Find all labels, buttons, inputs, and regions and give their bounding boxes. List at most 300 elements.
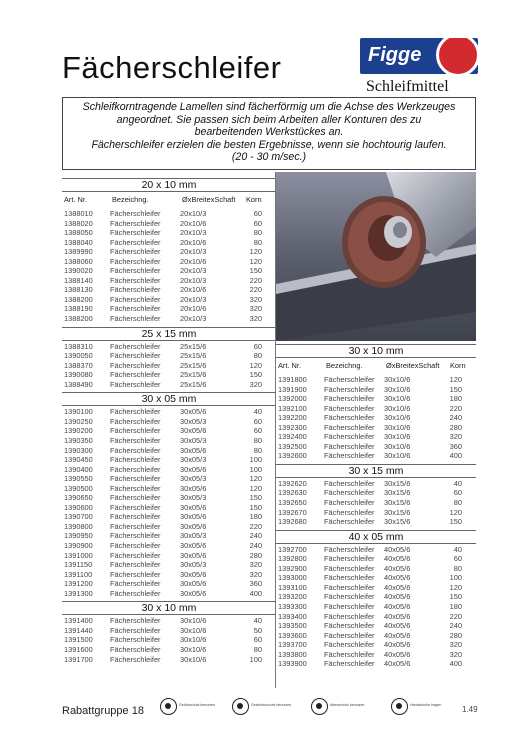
product-name: Fächerschleifer: [324, 498, 375, 508]
article-number: 1391700: [64, 654, 93, 664]
product-name: Fächerschleifer: [110, 294, 161, 304]
article-number: 1388200: [64, 294, 93, 304]
table-row: [62, 512, 276, 522]
grit: 220: [449, 403, 462, 413]
table-row: [276, 498, 476, 508]
article-number: 1388020: [64, 218, 93, 228]
grit: 280: [249, 550, 262, 560]
table-row: [62, 474, 276, 484]
product-name: Fächerschleifer: [110, 341, 161, 351]
article-number: 1391440: [64, 625, 93, 635]
dimensions: 30x05/6: [180, 541, 207, 550]
grit: 320: [249, 304, 262, 314]
article-number: 1388010: [64, 209, 93, 218]
product-name: Fächerschleifer: [324, 403, 375, 413]
product-name: Fächerschleifer: [110, 304, 161, 314]
article-number: 1391000: [64, 550, 93, 560]
product-name: Fächerschleifer: [324, 478, 375, 488]
table-row: [62, 551, 276, 561]
product-name: Fächerschleifer: [110, 625, 161, 635]
dimensions: 20x10/3: [180, 209, 207, 218]
footer-icon-label: Gesichtsschutz benutzen: [251, 703, 292, 707]
product-name: Fächerschleifer: [324, 384, 375, 394]
product-name: Fächerschleifer: [110, 644, 161, 654]
product-name: Fächerschleifer: [324, 621, 375, 631]
dimensions: 30x05/6: [180, 464, 207, 474]
dimensions: 30x10/6: [384, 422, 411, 432]
article-number: 1393800: [278, 649, 307, 659]
table-row: [62, 219, 276, 229]
article-number: 1391900: [278, 384, 307, 394]
table-row: [276, 545, 476, 555]
product-name: Fächerschleifer: [324, 517, 375, 527]
dimensions: 20x10/6: [180, 237, 207, 247]
grit: 400: [449, 451, 462, 461]
table-row: [62, 276, 276, 286]
face-shield-icon: [232, 698, 249, 715]
dimensions: 30x05/6: [180, 445, 207, 455]
dimensions: 40x05/6: [384, 582, 411, 592]
grit: 40: [453, 544, 462, 554]
intro-line: bearbeitenden Werkstückes an.: [194, 126, 344, 139]
article-number: 1393600: [278, 630, 307, 640]
article-number: 1390020: [64, 266, 93, 276]
page-number: 1.49: [462, 705, 478, 714]
product-name: Fächerschleifer: [324, 611, 375, 621]
article-number: 1391300: [64, 588, 93, 598]
product-name: Fächerschleifer: [110, 247, 161, 257]
grit: 320: [249, 379, 262, 389]
grit: 60: [253, 416, 262, 426]
article-number: 1388310: [64, 341, 93, 351]
table-row: [276, 602, 476, 612]
table-row: [276, 385, 476, 395]
article-number: 1388050: [64, 228, 93, 238]
table-row: [62, 484, 276, 494]
grit: 80: [253, 228, 262, 238]
dimensions: 30x05/6: [180, 588, 207, 598]
article-number: 1393300: [278, 601, 307, 611]
dimensions: 30x15/6: [384, 507, 411, 517]
grit: 320: [449, 649, 462, 659]
table-row: [62, 228, 276, 238]
grit: 150: [249, 370, 262, 380]
product-photo: [276, 172, 476, 341]
intro-box: [62, 97, 476, 170]
dimensions: 30x05/6: [180, 483, 207, 493]
product-name: Fächerschleifer: [110, 550, 161, 560]
table-row: [62, 503, 276, 513]
product-name: Fächerschleifer: [110, 541, 161, 550]
grit: 60: [253, 426, 262, 436]
table-row: [276, 517, 476, 527]
grit: 80: [453, 563, 462, 573]
grit: 80: [253, 435, 262, 445]
table-row: [276, 650, 476, 660]
dimensions: 20x10/3: [180, 228, 207, 238]
grit: 120: [249, 474, 262, 484]
dimensions: 30x05/3: [180, 493, 207, 503]
grit: 100: [249, 654, 262, 664]
table-row: [62, 531, 276, 541]
table-row: [276, 442, 476, 452]
grit: 400: [449, 659, 462, 669]
dimensions: 40x05/6: [384, 563, 411, 573]
grit: 120: [249, 256, 262, 266]
product-name: Fächerschleifer: [324, 573, 375, 583]
article-number: 1388190: [64, 304, 93, 314]
grit: 80: [253, 351, 262, 361]
intro-line: (20 - 30 m/sec.): [231, 151, 307, 164]
product-name: Fächerschleifer: [110, 635, 161, 645]
grit: 80: [253, 644, 262, 654]
article-number: 1389990: [64, 247, 93, 257]
column-divider: [275, 172, 276, 688]
product-name: Fächerschleifer: [110, 275, 161, 285]
footer-icon-label: Handschuhe tragen: [410, 703, 442, 707]
article-number: 1390200: [64, 426, 93, 436]
dimensions: 25x15/6: [180, 379, 207, 389]
dimensions: 40x05/6: [384, 611, 411, 621]
dimensions: 30x10/6: [384, 394, 411, 404]
table-row: [276, 659, 476, 669]
dimensions: 30x10/6: [180, 644, 207, 654]
dimensions: 40x05/6: [384, 621, 411, 631]
product-name: Fächerschleifer: [110, 464, 161, 474]
product-name: Fächerschleifer: [110, 426, 161, 436]
product-name: Fächerschleifer: [110, 407, 161, 417]
dimensions: 30x10/6: [180, 654, 207, 664]
grit: 40: [253, 616, 262, 626]
article-number: 1390100: [64, 407, 93, 417]
table-row: [276, 432, 476, 442]
product-name: Fächerschleifer: [110, 493, 161, 503]
dimensions: 25x15/6: [180, 351, 207, 361]
table-row: [62, 285, 276, 295]
article-number: 1392620: [278, 478, 307, 488]
dimensions: 30x10/6: [384, 441, 411, 451]
article-number: 1392630: [278, 488, 307, 498]
grit: 220: [249, 285, 262, 295]
article-number: 1388040: [64, 237, 93, 247]
article-number: 1388200: [64, 314, 93, 324]
article-number: 1392650: [278, 498, 307, 508]
table-row: [62, 407, 276, 417]
dimensions: 30x05/6: [180, 550, 207, 560]
table-row: [62, 655, 276, 665]
article-number: 1390080: [64, 370, 93, 380]
dimensions: 30x05/3: [180, 435, 207, 445]
product-table: [276, 479, 476, 527]
product-name: Fächerschleifer: [110, 579, 161, 589]
section-title: 20 x 10 mm: [62, 178, 276, 192]
dimensions: 30x10/6: [180, 625, 207, 635]
table-row: [62, 266, 276, 276]
dimensions: 30x10/6: [384, 403, 411, 413]
table-row: [62, 570, 276, 580]
table-row: [62, 579, 276, 589]
article-number: 1390350: [64, 435, 93, 445]
article-number: 1390300: [64, 445, 93, 455]
product-name: Fächerschleifer: [324, 394, 375, 404]
product-name: Fächerschleifer: [110, 379, 161, 389]
grit: 100: [449, 573, 462, 583]
article-number: 1392800: [278, 554, 307, 564]
product-name: Fächerschleifer: [110, 474, 161, 484]
article-number: 1392680: [278, 517, 307, 527]
article-number: 1390900: [64, 541, 93, 550]
product-name: Fächerschleifer: [324, 554, 375, 564]
figge-logo: [360, 38, 478, 74]
column-header: Korn: [246, 195, 262, 204]
product-name: Fächerschleifer: [324, 601, 375, 611]
article-number: 1390600: [64, 502, 93, 512]
article-number: 1391400: [64, 616, 93, 626]
product-name: Fächerschleifer: [324, 544, 375, 554]
table-row: [276, 413, 476, 423]
grit: 60: [253, 635, 262, 645]
table-row: [62, 560, 276, 570]
product-name: Fächerschleifer: [110, 531, 161, 541]
dimensions: 20x10/6: [180, 304, 207, 314]
grit: 320: [249, 569, 262, 579]
grit: 320: [249, 314, 262, 324]
dimensions: 20x10/6: [180, 256, 207, 266]
dimensions: 30x05/3: [180, 474, 207, 484]
table-row: [62, 446, 276, 456]
dimensions: 30x05/3: [180, 531, 207, 541]
intro-line: Fächerschleifer erzielen die besten Ergebnisse, wenn sie hochtourig laufen.: [91, 138, 447, 151]
product-name: Fächerschleifer: [110, 370, 161, 380]
dimensions: 20x10/3: [180, 314, 207, 324]
table-row: [62, 380, 276, 390]
product-name: Fächerschleifer: [324, 488, 375, 498]
article-number: 1393100: [278, 582, 307, 592]
product-name: Fächerschleifer: [324, 649, 375, 659]
product-name: Fächerschleifer: [324, 451, 375, 461]
table-row: [62, 351, 276, 361]
article-number: 1388370: [64, 360, 93, 370]
product-name: Fächerschleifer: [110, 455, 161, 465]
product-name: Fächerschleifer: [110, 502, 161, 512]
table-row: [62, 493, 276, 503]
grit: 40: [253, 407, 262, 417]
table-row: [62, 417, 276, 427]
dimensions: 20x10/3: [180, 266, 207, 276]
dimensions: 20x10/3: [180, 275, 207, 285]
grit: 180: [249, 512, 262, 522]
table-row: [62, 247, 276, 257]
grit: 60: [253, 341, 262, 351]
product-table: [62, 342, 276, 390]
table-row: [276, 640, 476, 650]
article-number: 1390550: [64, 474, 93, 484]
product-name: Fächerschleifer: [324, 413, 375, 423]
product-name: Fächerschleifer: [110, 237, 161, 247]
article-number: 1391800: [278, 375, 307, 384]
dimensions: 25x15/6: [180, 370, 207, 380]
dimensions: 30x15/6: [384, 488, 411, 498]
grit: 60: [453, 554, 462, 564]
footer-icon-label: Atemschutz benutzen: [330, 703, 365, 707]
grit: 180: [449, 394, 462, 404]
table-row: [276, 488, 476, 498]
article-number: 1393400: [278, 611, 307, 621]
dimensions: 30x05/6: [180, 569, 207, 579]
table-row: [62, 589, 276, 599]
article-number: 1391500: [64, 635, 93, 645]
product-name: Fächerschleifer: [324, 507, 375, 517]
article-number: 1392400: [278, 432, 307, 442]
table-row: [62, 314, 276, 324]
article-number: 1392700: [278, 544, 307, 554]
table-row: [62, 635, 276, 645]
table-row: [62, 257, 276, 267]
article-number: 1392100: [278, 403, 307, 413]
table-row: [276, 423, 476, 433]
grit: 320: [449, 432, 462, 442]
article-number: 1392300: [278, 422, 307, 432]
grit: 180: [449, 601, 462, 611]
table-row: [62, 304, 276, 314]
dimensions: 40x05/6: [384, 592, 411, 602]
product-name: Fächerschleifer: [324, 422, 375, 432]
dimensions: 20x10/3: [180, 247, 207, 257]
article-number: 1393900: [278, 659, 307, 669]
product-name: Fächerschleifer: [324, 432, 375, 442]
table-row: [62, 295, 276, 305]
product-name: Fächerschleifer: [324, 592, 375, 602]
article-number: 1393700: [278, 640, 307, 650]
article-number: 1390650: [64, 493, 93, 503]
footer-icon-label: Gehörschutz benutzen: [179, 703, 216, 707]
grit: 80: [453, 498, 462, 508]
grit: 120: [249, 360, 262, 370]
grit: 120: [249, 483, 262, 493]
table-row: [62, 342, 276, 352]
dimensions: 30x05/6: [180, 407, 207, 417]
table-row: [62, 616, 276, 626]
dimensions: 30x05/6: [180, 502, 207, 512]
dimensions: 40x05/6: [384, 601, 411, 611]
grit: 320: [449, 640, 462, 650]
section-title: 30 x 10 mm: [62, 601, 276, 615]
product-table: [276, 545, 476, 669]
grit: 220: [249, 521, 262, 531]
product-name: Fächerschleifer: [110, 616, 161, 626]
grit: 60: [253, 218, 262, 228]
article-number: 1392200: [278, 413, 307, 423]
table-row: [62, 626, 276, 636]
article-number: 1388130: [64, 285, 93, 295]
table-row: [276, 621, 476, 631]
product-name: Fächerschleifer: [324, 640, 375, 650]
grit: 60: [253, 209, 262, 218]
brand-subtitle: Schleifmittel: [366, 78, 449, 95]
grit: 240: [449, 413, 462, 423]
grit: 80: [253, 237, 262, 247]
product-name: Fächerschleifer: [324, 563, 375, 573]
section-title: 30 x 10 mm: [276, 344, 476, 358]
column-header: ØxBreitexSchaft: [182, 195, 236, 204]
article-number: 1392600: [278, 451, 307, 461]
article-number: 1388490: [64, 379, 93, 389]
product-name: Fächerschleifer: [324, 630, 375, 640]
grit: 220: [449, 611, 462, 621]
table-row: [276, 404, 476, 414]
grit: 150: [449, 592, 462, 602]
table-row: [62, 361, 276, 371]
dimensions: 30x05/6: [180, 512, 207, 522]
grit: 40: [453, 478, 462, 488]
dimensions: 20x10/3: [180, 294, 207, 304]
article-number: 1393000: [278, 573, 307, 583]
dimensions: 40x05/6: [384, 649, 411, 659]
grit: 360: [249, 579, 262, 589]
product-name: Fächerschleifer: [110, 351, 161, 361]
product-name: Fächerschleifer: [110, 512, 161, 522]
dimensions: 40x05/6: [384, 573, 411, 583]
dimensions: 40x05/6: [384, 544, 411, 554]
column-header: Art. Nr.: [64, 195, 87, 204]
article-number: 1390800: [64, 521, 93, 531]
article-number: 1392500: [278, 441, 307, 451]
grit: 150: [449, 384, 462, 394]
section-title: 25 x 15 mm: [62, 327, 276, 341]
article-number: 1390400: [64, 464, 93, 474]
article-number: 1390250: [64, 416, 93, 426]
page-title: Fächerschleifer: [62, 50, 282, 85]
product-name: Fächerschleifer: [110, 560, 161, 570]
column-header: Bezeichng.: [112, 195, 149, 204]
section-title: 40 x 05 mm: [276, 530, 476, 544]
product-table: [276, 375, 476, 461]
dimensions: 30x15/6: [384, 478, 411, 488]
dimensions: 40x05/6: [384, 554, 411, 564]
table-row: [276, 479, 476, 489]
article-number: 1392000: [278, 394, 307, 404]
grit: 50: [253, 625, 262, 635]
article-number: 1393500: [278, 621, 307, 631]
logo-text: Figge: [368, 44, 422, 66]
dimensions: 30x05/6: [180, 579, 207, 589]
article-number: 1390450: [64, 455, 93, 465]
table-row: [62, 436, 276, 446]
column-header: Bezeichng.: [326, 361, 363, 370]
product-name: Fächerschleifer: [110, 588, 161, 598]
dimensions: 20x10/6: [180, 218, 207, 228]
table-row: [276, 612, 476, 622]
dimensions: 30x05/3: [180, 455, 207, 465]
intro-line: Schleifkorntragende Lamellen sind fächerförmig um die Achse des Werkzeuges: [82, 101, 456, 113]
grit: 120: [249, 247, 262, 257]
column-header: Art. Nr.: [278, 361, 301, 370]
grit: 240: [249, 541, 262, 550]
product-name: Fächerschleifer: [110, 256, 161, 266]
product-name: Fächerschleifer: [324, 582, 375, 592]
grit: 280: [449, 422, 462, 432]
article-number: 1390500: [64, 483, 93, 493]
grit: 120: [449, 375, 462, 384]
dimensions: 30x05/6: [180, 426, 207, 436]
grit: 240: [449, 621, 462, 631]
dimensions: 30x10/6: [180, 616, 207, 626]
table-row: [62, 370, 276, 380]
dimensions: 30x05/3: [180, 416, 207, 426]
article-number: 1391200: [64, 579, 93, 589]
grit: 150: [249, 493, 262, 503]
respirator-icon: [311, 698, 328, 715]
